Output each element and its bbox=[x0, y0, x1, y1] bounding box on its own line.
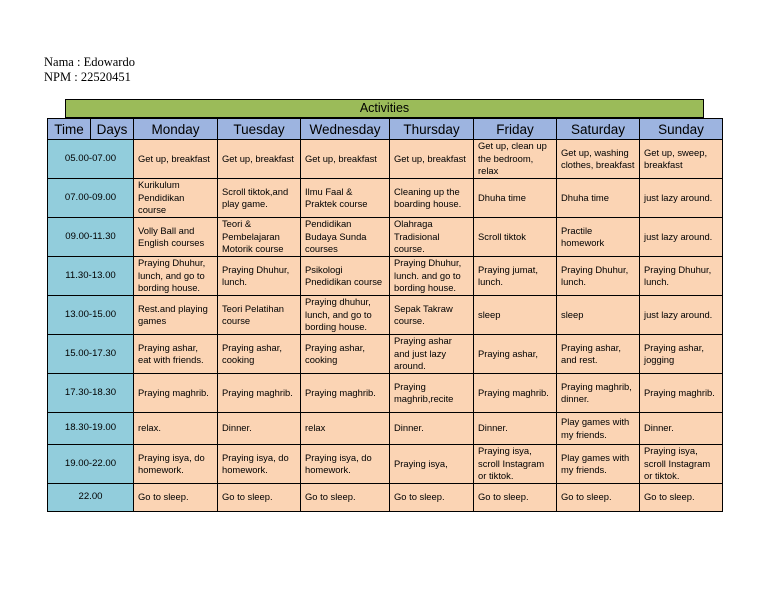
activity-cell: Praying maghrib. bbox=[218, 374, 301, 413]
col-header-wednesday: Wednesday bbox=[301, 119, 390, 140]
activity-cell: Olahraga Tradisional course. bbox=[390, 218, 474, 257]
activity-cell: Praying isya, scroll Instagram or tiktok. bbox=[640, 445, 723, 484]
activity-cell: Praying maghrib. bbox=[474, 374, 557, 413]
student-info bbox=[44, 55, 135, 85]
time-cell: 17.30-18.30 bbox=[48, 374, 134, 413]
activity-cell: Get up, washing clothes, breakfast bbox=[557, 140, 640, 179]
col-header-thursday: Thursday bbox=[390, 119, 474, 140]
col-header-time: Time bbox=[48, 119, 91, 140]
activity-cell: Teori Pelatihan course bbox=[218, 296, 301, 335]
activity-cell: Praying Dhuhur, lunch. and go to bording house. bbox=[390, 257, 474, 296]
student-npm: NPM : 22520451 bbox=[44, 70, 131, 84]
activity-cell: Get up, breakfast bbox=[301, 140, 390, 179]
activity-cell: Get up, breakfast bbox=[218, 140, 301, 179]
table-row bbox=[48, 413, 723, 445]
col-header-days: Days bbox=[91, 119, 134, 140]
activity-cell: Get up, breakfast bbox=[134, 140, 218, 179]
activity-cell: Pendidikan Budaya Sunda courses bbox=[301, 218, 390, 257]
col-header-tuesday: Tuesday bbox=[218, 119, 301, 140]
activity-cell: Psikologi Pnedidikan course bbox=[301, 257, 390, 296]
activity-cell: just lazy around. bbox=[640, 218, 723, 257]
activity-cell: Go to sleep. bbox=[640, 484, 723, 512]
col-header-friday: Friday bbox=[474, 119, 557, 140]
activity-cell: Practile homework bbox=[557, 218, 640, 257]
activity-cell: Go to sleep. bbox=[134, 484, 218, 512]
col-header-monday: Monday bbox=[134, 119, 218, 140]
activity-cell: Dhuha time bbox=[557, 179, 640, 218]
activity-cell: Go to sleep. bbox=[557, 484, 640, 512]
table-row bbox=[48, 335, 723, 374]
activity-cell: Volly Ball and English courses bbox=[134, 218, 218, 257]
activity-cell: Praying Dhuhur, lunch. bbox=[218, 257, 301, 296]
activity-cell: Cleaning up the boarding house. bbox=[390, 179, 474, 218]
activity-cell: sleep bbox=[474, 296, 557, 335]
time-cell: 22.00 bbox=[48, 484, 134, 512]
activity-cell: Praying maghrib, dinner. bbox=[557, 374, 640, 413]
activity-cell: just lazy around. bbox=[640, 296, 723, 335]
time-cell: 05.00-07.00 bbox=[48, 140, 134, 179]
activity-cell: relax bbox=[301, 413, 390, 445]
activity-cell: Dinner. bbox=[218, 413, 301, 445]
table-row bbox=[48, 484, 723, 512]
table-row bbox=[48, 179, 723, 218]
activity-cell: Go to sleep. bbox=[390, 484, 474, 512]
table-row bbox=[48, 218, 723, 257]
activity-cell: just lazy around. bbox=[640, 179, 723, 218]
time-cell: 07.00-09.00 bbox=[48, 179, 134, 218]
activity-cell: Get up, sweep, breakfast bbox=[640, 140, 723, 179]
activity-cell: Play games with my friends. bbox=[557, 413, 640, 445]
table-row bbox=[48, 257, 723, 296]
activity-cell: Kurikulum Pendidikan course bbox=[134, 179, 218, 218]
activity-cell: Praying isya, do homework. bbox=[301, 445, 390, 484]
header-row bbox=[48, 119, 723, 140]
activity-cell: Go to sleep. bbox=[301, 484, 390, 512]
activity-cell: Praying maghrib. bbox=[640, 374, 723, 413]
activity-cell: Praying isya, do homework. bbox=[218, 445, 301, 484]
activity-cell: Dinner. bbox=[474, 413, 557, 445]
activity-cell: Praying Dhuhur, lunch. bbox=[557, 257, 640, 296]
activity-cell: Dhuha time bbox=[474, 179, 557, 218]
activity-cell: Praying Dhuhur, lunch, and go to bording house. bbox=[134, 257, 218, 296]
activity-cell: Sepak Takraw course. bbox=[390, 296, 474, 335]
activity-cell: Praying maghrib. bbox=[301, 374, 390, 413]
activity-cell: Praying Dhuhur, lunch. bbox=[640, 257, 723, 296]
activity-cell: Teori & Pembelajaran Motorik course bbox=[218, 218, 301, 257]
time-cell: 18.30-19.00 bbox=[48, 413, 134, 445]
activity-cell: Praying ashar, and rest. bbox=[557, 335, 640, 374]
col-header-saturday: Saturday bbox=[557, 119, 640, 140]
activity-cell: sleep bbox=[557, 296, 640, 335]
activity-cell: Go to sleep. bbox=[474, 484, 557, 512]
activity-cell: Get up, clean up the bedroom, relax bbox=[474, 140, 557, 179]
activity-cell: Dinner. bbox=[640, 413, 723, 445]
activity-cell: Praying jumat, lunch. bbox=[474, 257, 557, 296]
table-row bbox=[48, 296, 723, 335]
activity-cell: Dinner. bbox=[390, 413, 474, 445]
activity-cell: Praying ashar, cooking bbox=[218, 335, 301, 374]
activity-cell: Scroll tiktok,and play game. bbox=[218, 179, 301, 218]
activity-cell: Praying ashar, bbox=[474, 335, 557, 374]
time-cell: 09.00-11.30 bbox=[48, 218, 134, 257]
activity-cell: Praying maghrib,recite bbox=[390, 374, 474, 413]
activity-cell: Rest.and playing games bbox=[134, 296, 218, 335]
activity-cell: Praying isya, scroll Instagram or tiktok. bbox=[474, 445, 557, 484]
activity-cell: Go to sleep. bbox=[218, 484, 301, 512]
time-cell: 19.00-22.00 bbox=[48, 445, 134, 484]
activity-cell: Praying dhuhur, lunch, and go to bording house. bbox=[301, 296, 390, 335]
student-name: Nama : Edowardo bbox=[44, 55, 135, 69]
table-row bbox=[48, 445, 723, 484]
time-cell: 13.00-15.00 bbox=[48, 296, 134, 335]
activity-cell: Praying isya, bbox=[390, 445, 474, 484]
activity-cell: Ilmu Faal & Praktek course bbox=[301, 179, 390, 218]
schedule-table bbox=[47, 118, 723, 512]
activity-cell: Scroll tiktok bbox=[474, 218, 557, 257]
table-row bbox=[48, 140, 723, 179]
col-header-sunday: Sunday bbox=[640, 119, 723, 140]
activity-cell: Play games with my friends. bbox=[557, 445, 640, 484]
activity-cell: Praying maghrib. bbox=[134, 374, 218, 413]
time-cell: 15.00-17.30 bbox=[48, 335, 134, 374]
activity-cell: Get up, breakfast bbox=[390, 140, 474, 179]
activity-cell: Praying ashar and just lazy around. bbox=[390, 335, 474, 374]
activity-cell: Praying ashar, cooking bbox=[301, 335, 390, 374]
activity-cell: Praying isya, do homework. bbox=[134, 445, 218, 484]
activity-cell: relax. bbox=[134, 413, 218, 445]
time-cell: 11.30-13.00 bbox=[48, 257, 134, 296]
activity-cell: Praying ashar, eat with friends. bbox=[134, 335, 218, 374]
activity-cell: Praying ashar, jogging bbox=[640, 335, 723, 374]
activities-banner: Activities bbox=[65, 99, 704, 118]
table-row bbox=[48, 374, 723, 413]
